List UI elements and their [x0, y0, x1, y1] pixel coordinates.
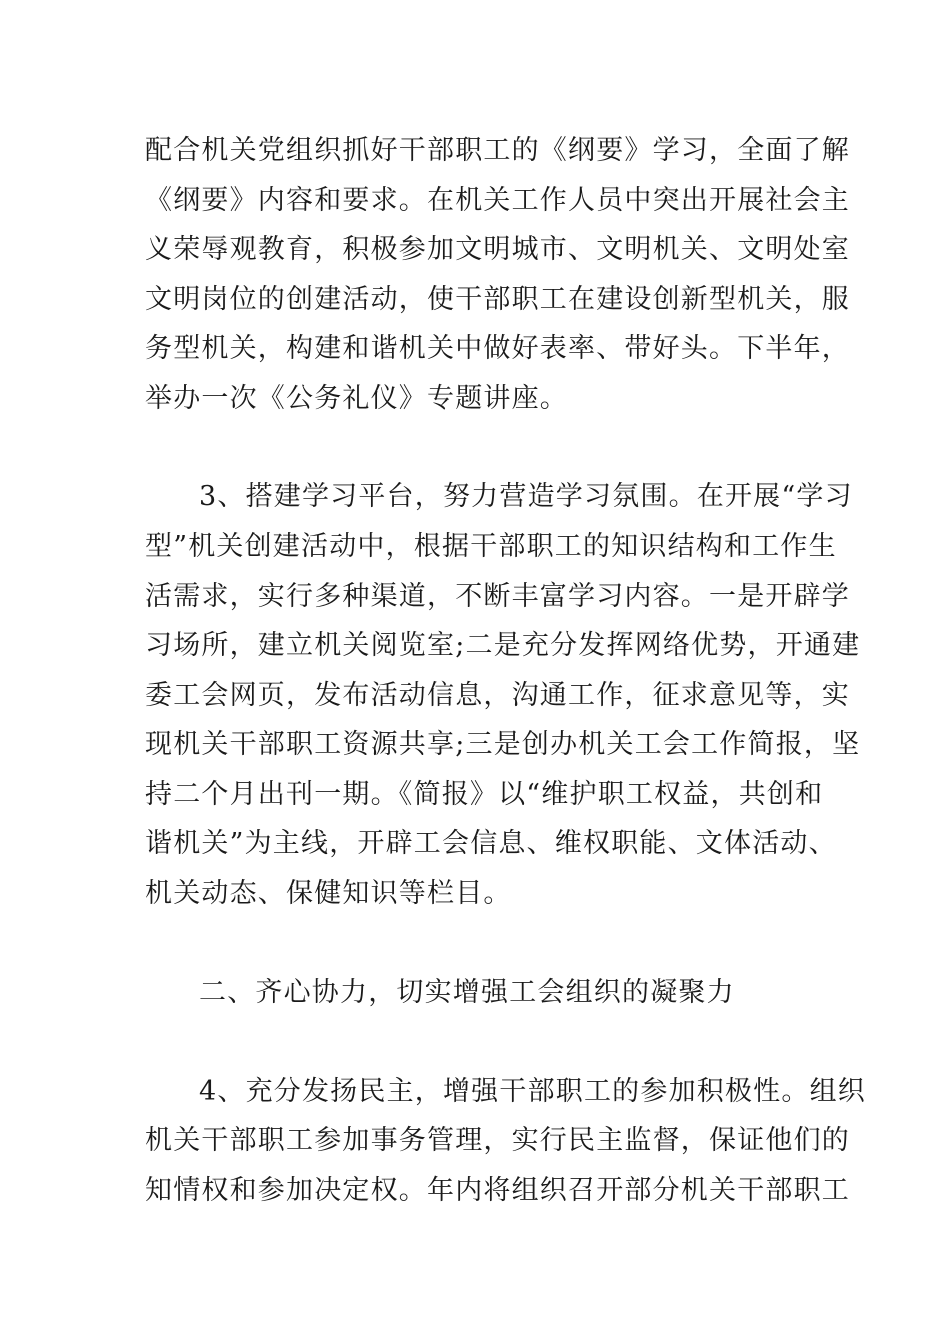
paragraph-2-line-8: 谐机关”为主线，开辟工会信息、维权职能、文体活动、	[145, 828, 837, 859]
section-heading: 二、齐心协力，切实增强工会组织的凝聚力	[199, 977, 735, 1008]
paragraph-2-line-7: 持二个月出刊一期。《简报》以“维护职工权益，共创和	[145, 779, 824, 810]
paragraph-2-line-6: 现机关干部职工资源共享;三是创办机关工会工作简报，坚	[145, 729, 861, 760]
paragraph-2-line-2: 型”机关创建活动中，根据干部职工的知识结构和工作生	[145, 531, 837, 562]
paragraph-2-line-9: 机关动态、保健知识等栏目。	[145, 878, 512, 909]
paragraph-2-line-1: 3、搭建学习平台，努力营造学习氛围。在开展“学习	[199, 481, 853, 512]
paragraph-1-line-4: 文明岗位的创建活动，使干部职工在建设创新型机关，服	[145, 284, 850, 315]
paragraph-1-line-3: 义荣辱观教育，积极参加文明城市、文明机关、文明处室	[145, 234, 850, 265]
paragraph-2-line-3: 活需求，实行多种渠道，不断丰富学习内容。一是开辟学	[145, 581, 850, 612]
paragraph-4-line-2: 机关干部职工参加事务管理，实行民主监督，保证他们的	[145, 1125, 850, 1156]
paragraph-2-line-5: 委工会网页，发布活动信息，沟通工作，征求意见等，实	[145, 680, 850, 711]
paragraph-2-line-4: 习场所，建立机关阅览室;二是充分发挥网络优势，开通建	[145, 630, 861, 661]
paragraph-1-line-5: 务型机关，构建和谐机关中做好表率、带好头。下半年，	[145, 333, 850, 364]
paragraph-4-line-1: 4、充分发扬民主，增强干部职工的参加积极性。组织	[199, 1076, 866, 1107]
paragraph-4-line-3: 知情权和参加决定权。年内将组织召开部分机关干部职工	[145, 1175, 850, 1206]
paragraph-1-line-1: 配合机关党组织抓好干部职工的《纲要》学习，全面了解	[145, 135, 850, 166]
paragraph-1-line-2: 《纲要》内容和要求。在机关工作人员中突出开展社会主	[145, 185, 850, 216]
paragraph-1-line-6: 举办一次《公务礼仪》专题讲座。	[145, 383, 568, 414]
